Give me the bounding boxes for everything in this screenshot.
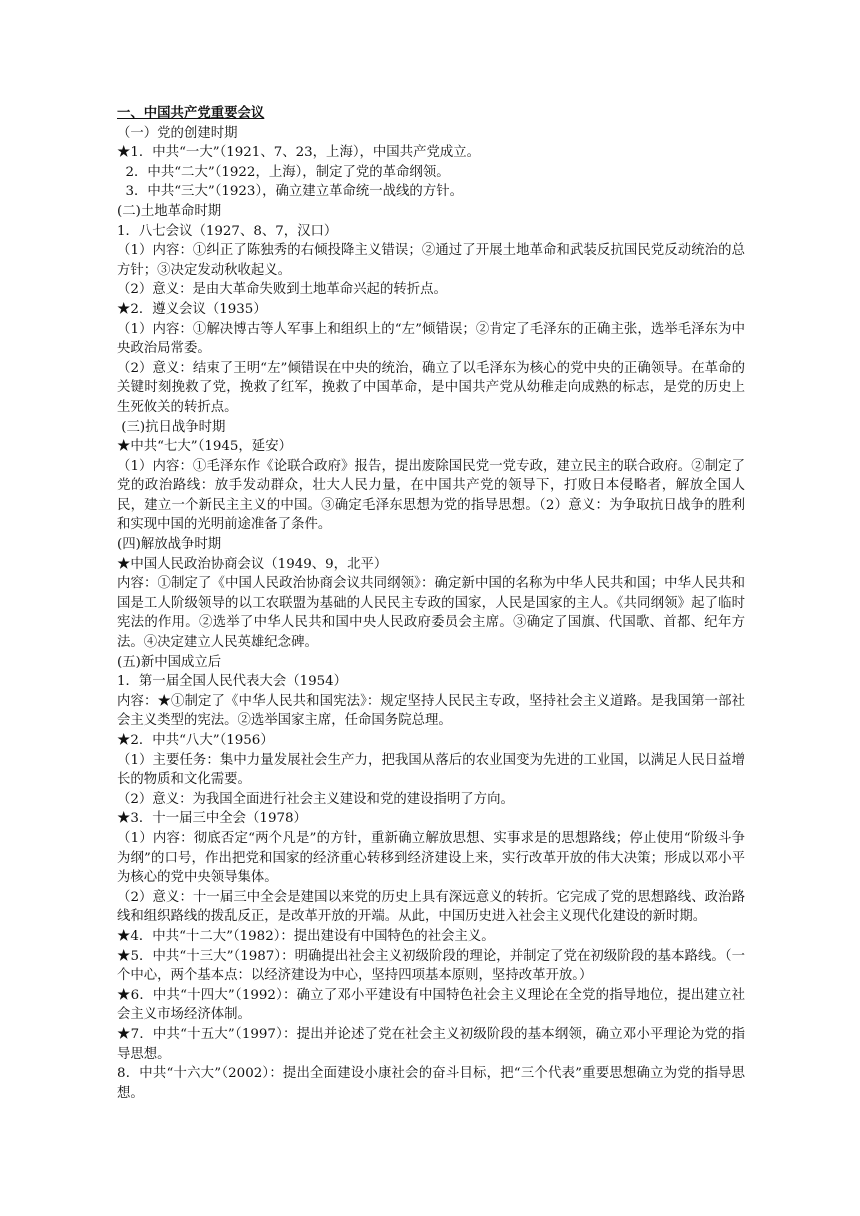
- paragraph: （1）内容：①纠正了陈独秀的右倾投降主义错误；②通过了开展土地革命和武装反抗国民党反动统治的总方针；③决定发动秋收起义。: [117, 243, 745, 278]
- paragraph: 内容：①制定了《中国人民政治协商会议共同纲领》：确定新中国的名称为中华人民共和国；中华人民共和国是工人阶级领导的以工农联盟为基础的人民民主专政的国家，人民是国家的主人。《共同纲领》起了临时宪法的作用。②选举了中华人民共和国中央人民政府委员会主席。③确定了国旗、代国歌、首都、纪年方法。④决定建立人民英雄纪念碑。: [117, 576, 745, 651]
- paragraph: ★1．中共“一大”（1921、7、23，上海），中国共产党成立。: [117, 145, 481, 161]
- section-title: 一、中国共产党重要会议: [117, 105, 265, 121]
- paragraph: (五)新中国成立后: [117, 654, 222, 670]
- paragraph: 2．中共“二大”（1922，上海），制定了党的革命纲领。: [117, 164, 450, 180]
- paragraph: ★2．遵义会议（1935）: [117, 301, 267, 317]
- document-body: [117, 104, 745, 1103]
- paragraph: （1）主要任务：集中力量发展社会生产力，把我国从落后的农业国变为先进的工业国，以满足人民日益增长的物质和文化需要。: [117, 752, 745, 788]
- paragraph: （2）意义：十一届三中全会是建国以来党的历史上具有深远意义的转折。它完成了党的思想路线、政治路线和组织路线的拨乱反正，是改革开放的开端。从此，中国历史进入社会主义现代化建设的新时期。: [117, 889, 745, 925]
- paragraph: （2）意义：是由大革命失败到土地革命兴起的转折点。: [117, 282, 447, 298]
- paragraph: ★中国人民政治协商会议（1949、9，北平）: [117, 556, 388, 572]
- paragraph: （1）内容：彻底否定“两个凡是”的方针，重新确立解放思想、实事求是的思想路线；停止使用“阶级斗争为纲”的口号，作出把党和国家的经济重心转移到经济建设上来，实行改革开放的伟大决策；形成以邓小平为核心的党中央领导集体。: [117, 830, 745, 886]
- paragraph: 1．第一届全国人民代表大会（1954）: [117, 674, 348, 690]
- paragraph: ★4．中共“十二大”（1982）：提出建设有中国特色的社会主义。: [117, 928, 495, 944]
- paragraph: （2）意义：结束了王明“左”倾错误在中央的统治，确立了以毛泽东为核心的党中央的正确领导。在革命的关键时刻挽救了党，挽救了红军，挽救了中国革命，是中国共产党从幼稚走向成熟的标志，是党的历史上生死攸关的转折点。: [117, 360, 745, 415]
- paragraph: ★中共“七大”（1945，延安）: [117, 439, 292, 455]
- paragraph: （1）内容：①解决博古等人军事上和组织上的“左”倾错误；②肯定了毛泽东的正确主张，选举毛泽东为中央政治局常委。: [117, 321, 745, 357]
- paragraph: （一）党的创建时期: [117, 125, 238, 141]
- paragraph: 8．中共“十六大”（2002）：提出全面建设小康社会的奋斗目标，把“三个代表”重要思想确立为党的指导思想。: [117, 1066, 745, 1101]
- paragraph: ★5．中共“十三大”（1987）：明确提出社会主义初级阶段的理论，并制定了党在初级阶段的基本路线。（一个中心，两个基本点：以经济建设为中心，坚持四项基本原则，坚持改革开放。）: [117, 948, 745, 984]
- paragraph: （2）意义：为我国全面进行社会主义建设和党的建设指明了方向。: [117, 791, 514, 807]
- paragraph-list: [117, 124, 745, 1104]
- paragraph: (四)解放战争时期: [117, 537, 222, 553]
- paragraph: ★3．十一届三中全会（1978）: [117, 811, 307, 827]
- paragraph: (三)抗日战争时期: [117, 419, 226, 435]
- paragraph: （1）内容：①毛泽东作《论联合政府》报告，提出废除国民党一党专政，建立民主的联合政府。②制定了党的政治路线：放手发动群众，壮大人民力量，在中国共产党的领导下，打败日本侵略者，解放全国人民，建立一个新民主主义的中国。③确定毛泽东思想为党的指导思想。（2）意义：为争取抗日战争的胜利和实现中国的光明前途准备了条件。: [117, 458, 745, 533]
- paragraph: 3．中共“三大”（1923），确立建立革命统一战线的方针。: [117, 184, 463, 200]
- paragraph: ★7．中共“十五大”（1997）：提出并论述了党在社会主义初级阶段的基本纲领，确立邓小平理论为党的指导思想。: [117, 1026, 745, 1062]
- paragraph: 1．八七会议（1927、8、7，汉口）: [117, 223, 338, 239]
- paragraph: (二)土地革命时期: [117, 203, 222, 219]
- paragraph: ★6．中共“十四大”（1992）：确立了邓小平建设有中国特色社会主义理论在全党的指导地位，提出建立社会主义市场经济体制。: [117, 987, 745, 1023]
- paragraph: 内容：★①制定了《中华人民共和国宪法》：规定坚持人民民主专政，坚持社会主义道路。是我国第一部社会主义类型的宪法。②选举国家主席，任命国务院总理。: [117, 693, 745, 729]
- paragraph: ★2．中共“八大”（1956）: [117, 733, 274, 748]
